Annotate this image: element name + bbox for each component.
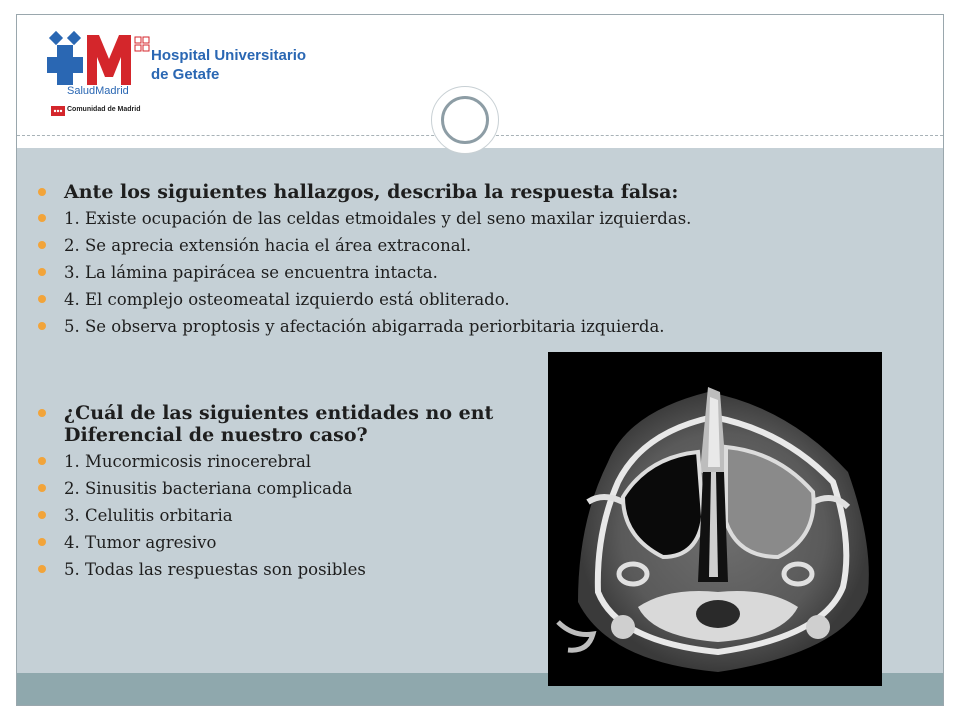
bullet-icon [38, 511, 46, 519]
question-1-heading: Ante los siguientes hallazgos, describa la respuesta falsa: [38, 181, 898, 203]
question-1-option: 2. Se aprecia extensión hacia el área extraconal. [38, 235, 898, 256]
comunidad-flag-icon [51, 106, 65, 116]
question-1-option: 1. Existe ocupación de las celdas etmoidales y del seno maxilar izquierdas. [38, 208, 898, 229]
bullet-icon [38, 241, 46, 249]
bullet-icon [38, 188, 46, 196]
hospital-name-line1: Hospital Universitario [151, 47, 307, 64]
question-2-option: 5. Todas las respuestas son posibles [38, 559, 898, 580]
ct-scan-image [548, 352, 882, 686]
bullet-icon [38, 214, 46, 222]
hospital-logo [47, 29, 327, 121]
question-1-option: 3. La lámina papirácea se encuentra intacta. [38, 262, 898, 283]
question-1-option: 5. Se observa proptosis y afectación abigarrada periorbitaria izquierda. [38, 316, 898, 337]
hospital-name-line2: de Getafe [151, 66, 220, 83]
bullet-icon [38, 268, 46, 276]
divider-circle-icon [441, 96, 489, 144]
salud-madrid-label: SaludMadrid [67, 85, 129, 97]
salud-madrid-emblem-icon [47, 29, 157, 89]
bullet-icon [38, 322, 46, 330]
ct-axial-sinus-image [548, 352, 882, 686]
question-2-heading: ¿Cuál de las siguientes entidades no ent Diferencial de nuestro caso? [38, 402, 898, 446]
bullet-icon [38, 295, 46, 303]
question-1 [38, 181, 898, 343]
bullet-icon [38, 538, 46, 546]
bullet-icon [38, 457, 46, 465]
question-2-option: 1. Mucormicosis rinocerebral [38, 451, 898, 472]
question-2-option: 2. Sinusitis bacteriana complicada [38, 478, 898, 499]
comunidad-madrid-label: Comunidad de Madrid [67, 106, 141, 113]
bullet-icon [38, 565, 46, 573]
question-2-option: 4. Tumor agresivo [38, 532, 898, 553]
question-1-option: 4. El complejo osteomeatal izquierdo está obliterado. [38, 289, 898, 310]
question-2-option: 3. Celulitis orbitaria [38, 505, 898, 526]
bullet-icon [38, 484, 46, 492]
bullet-icon [38, 409, 46, 417]
